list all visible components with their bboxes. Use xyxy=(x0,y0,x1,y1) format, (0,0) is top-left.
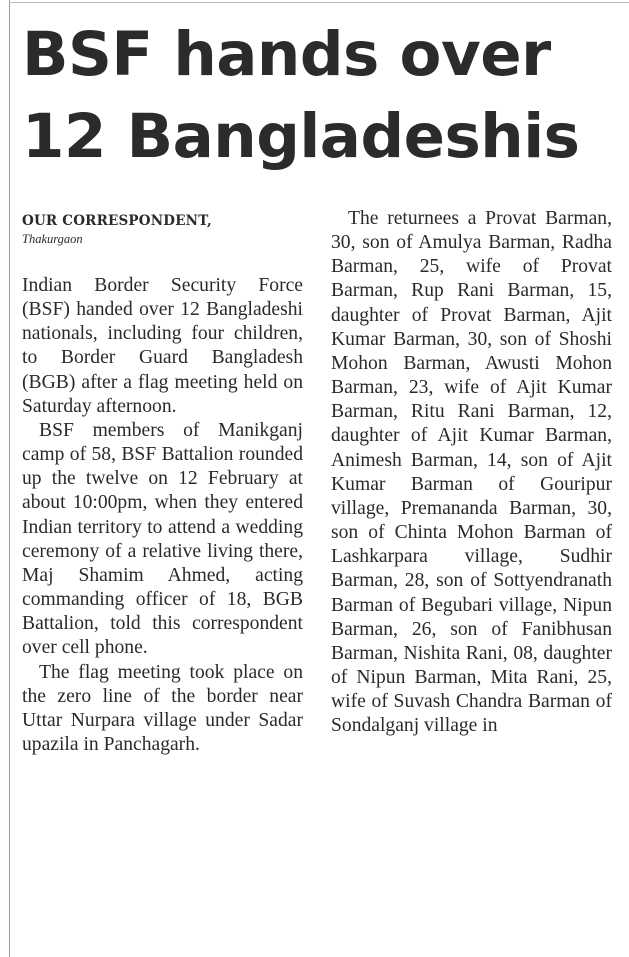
article-column-right xyxy=(331,207,612,738)
byline-place: Thakurgaon xyxy=(22,232,83,246)
paragraph: The returnees a Provat Barman, 30, son of Amulya Barman, Radha Barman, 25, wife of Provat Barman, Rup Rani Barman, 15, daughter of Provat Barman, Ajit Kumar Barman, 30, son of Shoshi Mohon Barman, Awusti Mohon Barman, 23, wife of Ajit Kumar Barman, Ritu Rani Barman, 12, daughter of Ajit Kumar Barman, Animesh Barman, 14, son of Ajit Kumar Barman of Gouripur village, Premananda Barman, 30, son of Chinta Mohon Barman of Lashkarpara village, Sudhir Barman, 28, son of Sottyendranath Barman of Begubari village, Nipun Barman, 26, son of Fanibhusan Barman, Nishita Rani, 08, daughter of Nipun Barman, Mita Rani, 25, wife of Suvash Chandra Barman of Sondalganj village in xyxy=(331,208,612,737)
paragraph: The flag meeting took place on the zero line of the border near Uttar Nurpara village under Sadar upazila in Panchagarh. xyxy=(22,661,303,755)
paragraph: Indian Border Security Force (BSF) handed over 12 Bangladeshi nationals, including four children, to Border Guard Bangladesh (BGB) after a flag meeting held on Saturday afternoon. xyxy=(22,275,303,417)
top-rule xyxy=(9,2,629,3)
headline: BSF hands over 12 Bangladeshis xyxy=(22,19,580,172)
article-column-left xyxy=(22,274,303,757)
column-rule xyxy=(9,0,10,957)
paragraph: BSF members of Manikganj camp of 58, BSF Battalion rounded up the twelve on 12 February at about 10:00pm, when they entered Indian territory to attend a wedding ceremony of a relative living there, Maj Shamim Ahmed, acting commanding officer of 18, BGB Battalion, told this correspondent over cell phone. xyxy=(22,419,303,659)
byline xyxy=(22,212,312,247)
byline-name: OUR CORRESPONDENT, xyxy=(22,213,212,229)
